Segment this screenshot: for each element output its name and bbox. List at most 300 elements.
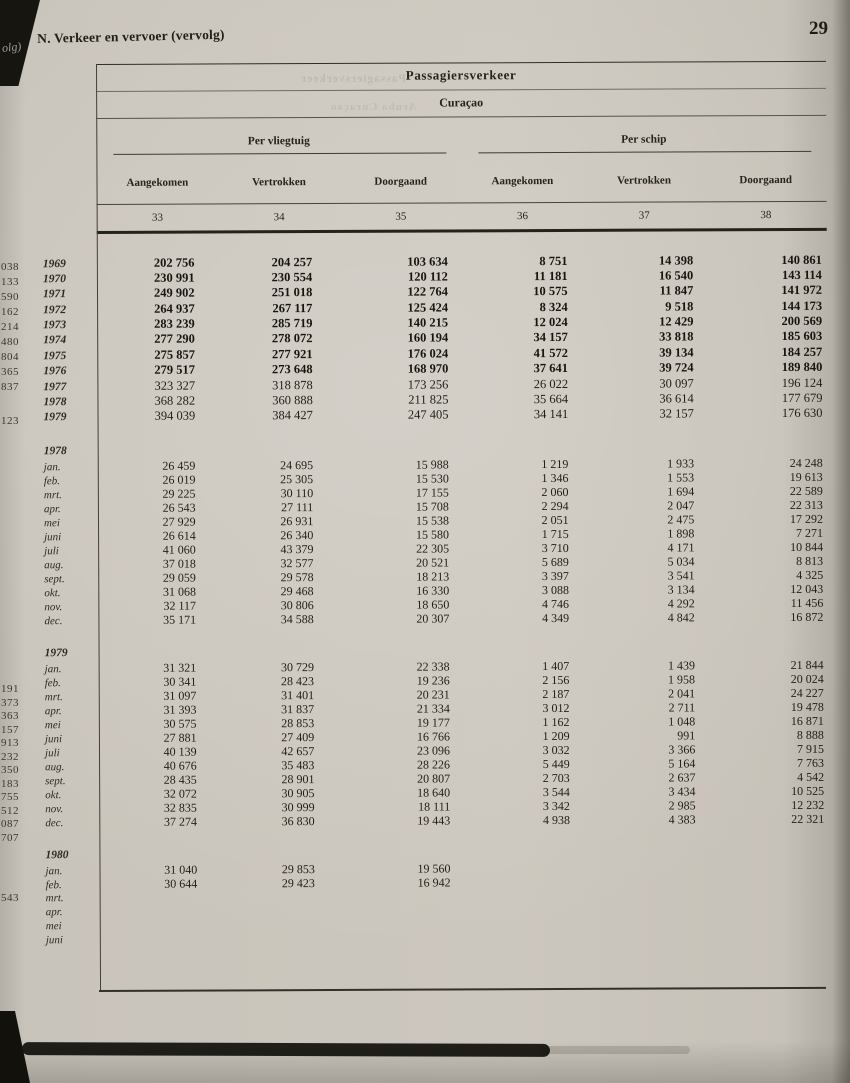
row-label: 1976 (43, 365, 67, 378)
value-cell (221, 914, 343, 915)
value-cell: 264 937 (154, 301, 195, 316)
value-cell: 8 324 (539, 299, 568, 314)
value-cell: 16 942 (417, 875, 451, 890)
column-number-row (97, 202, 827, 231)
value-cell: 5 449 (542, 756, 570, 771)
value-cell: 30 110 (280, 485, 314, 500)
value-cell (586, 926, 708, 927)
value-cell: 11 181 (533, 268, 568, 283)
row-label: jan. (45, 864, 63, 878)
row-label: sept. (44, 572, 65, 586)
row-label: 1972 (43, 303, 67, 316)
value-cell: 2 703 (542, 770, 570, 785)
value-cell: 173 256 (407, 377, 449, 392)
value-cell: 1 898 (667, 526, 695, 541)
column-group-schip (461, 132, 826, 154)
value-cell: 10 844 (790, 539, 824, 554)
row-label: aug. (44, 558, 64, 572)
value-cell: 1 958 (667, 672, 696, 687)
value-cell: 103 634 (407, 253, 448, 269)
value-cell: 26 340 (280, 527, 314, 542)
page-section-title: N. Verkeer en vervoer (vervolg) (37, 26, 225, 46)
value-cell: 176 024 (407, 346, 449, 361)
value-cell: 20 807 (417, 771, 451, 786)
section-year-label: 1980 (45, 848, 69, 862)
value-cell: 19 560 (417, 861, 451, 876)
value-cell: 11 847 (659, 283, 694, 298)
value-cell: 4 842 (667, 610, 695, 625)
row-label: 1974 (43, 334, 67, 347)
value-cell: 5 034 (667, 554, 695, 569)
value-cell (465, 886, 587, 887)
value-cell (708, 940, 830, 941)
value-cell: 34 588 (280, 611, 314, 626)
value-cell: 12 043 (790, 581, 824, 596)
column-header: Aangekomen (126, 176, 189, 189)
margin-fragment: 123 (1, 415, 19, 427)
value-cell: 202 756 (153, 255, 195, 270)
value-cell (465, 941, 587, 942)
value-cell: 2 047 (667, 498, 695, 513)
value-cell: 26 019 (162, 472, 196, 487)
value-cell: 1 219 (541, 456, 569, 471)
value-cell: 19 236 (416, 673, 450, 688)
value-cell: 1 048 (668, 714, 696, 729)
value-cell: 323 327 (154, 378, 196, 393)
margin-fragment: 191 (1, 683, 19, 695)
value-cell: 12 429 (659, 314, 694, 329)
value-cell: 4 542 (797, 769, 825, 784)
margin-fragment: 543 (1, 892, 19, 904)
value-cell: 160 194 (407, 330, 449, 346)
value-cell: 35 171 (163, 612, 197, 627)
table-body (37, 230, 830, 963)
value-cell (221, 942, 343, 943)
value-cell: 185 603 (781, 329, 823, 344)
value-cell: 277 921 (271, 346, 313, 362)
value-cell: 22 321 (791, 811, 825, 826)
value-cell: 16 540 (658, 268, 694, 283)
value-cell: 30 644 (164, 876, 198, 891)
row-label: mei (43, 516, 60, 530)
row-label: feb. (45, 878, 62, 892)
column-header: Vertrokken (252, 176, 306, 189)
value-cell: 140 861 (781, 252, 822, 267)
value-cell: 1 933 (667, 456, 695, 471)
value-cell: 4 171 (667, 540, 695, 555)
value-cell: 29 468 (280, 583, 314, 598)
row-label: mrt. (43, 488, 62, 502)
statistics-table (36, 61, 830, 996)
value-cell: 184 257 (781, 344, 823, 359)
value-cell: 30 575 (163, 716, 197, 731)
value-cell: 249 902 (154, 285, 195, 301)
value-cell: 10 525 (791, 783, 825, 798)
value-cell: 2 475 (667, 512, 695, 527)
value-cell: 26 614 (162, 528, 196, 543)
value-cell: 42 657 (281, 743, 315, 758)
value-cell: 1 346 (541, 470, 569, 485)
value-cell: 29 059 (162, 570, 196, 585)
value-cell: 26 459 (162, 458, 196, 473)
value-cell: 32 577 (280, 555, 314, 570)
value-cell: 15 708 (415, 499, 449, 514)
value-cell: 5 164 (668, 756, 696, 771)
value-cell (465, 899, 587, 900)
value-cell: 26 931 (280, 513, 314, 528)
value-cell: 30 806 (280, 597, 314, 612)
row-label: mei (45, 919, 62, 933)
value-cell: 18 650 (416, 597, 450, 612)
row-label: dec. (44, 614, 63, 628)
value-cell: 31 401 (281, 687, 315, 702)
value-cell: 3 032 (542, 742, 570, 757)
value-cell: 31 068 (162, 584, 196, 599)
value-cell: 991 (677, 728, 696, 743)
value-cell: 168 970 (407, 361, 449, 376)
column-number: 38 (760, 209, 772, 222)
value-cell: 31 097 (163, 688, 197, 703)
row-label: juni (44, 530, 62, 544)
value-cell: 230 554 (271, 269, 313, 285)
value-cell: 17 292 (789, 511, 824, 526)
value-cell: 23 096 (416, 743, 451, 758)
value-cell: 1 209 (542, 728, 570, 743)
value-cell: 24 227 (790, 685, 824, 700)
value-cell (343, 913, 465, 914)
value-cell: 30 999 (281, 799, 315, 814)
value-cell: 7 763 (797, 755, 825, 770)
margin-fragment: 512 (1, 805, 19, 817)
row-label: nov. (45, 802, 64, 816)
value-cell: 3 544 (542, 784, 570, 799)
value-cell: 2 711 (668, 700, 696, 715)
margin-fragment: 837 (1, 381, 19, 393)
value-cell: 3 342 (542, 798, 570, 813)
value-cell: 27 111 (281, 499, 314, 514)
page-number: 29 (809, 18, 828, 39)
corner-text-fragment: olg) (1, 39, 22, 55)
value-cell (100, 900, 222, 901)
row-label: juli (44, 746, 60, 760)
margin-fragment: 365 (1, 366, 19, 378)
row-label: feb. (43, 474, 61, 488)
row-label: dec. (45, 816, 64, 830)
value-cell: 9 518 (665, 299, 694, 314)
value-cell (586, 940, 708, 941)
value-cell: 11 456 (790, 595, 824, 610)
value-cell: 12 232 (791, 797, 825, 812)
row-label: apr. (45, 905, 63, 919)
value-cell: 230 991 (153, 270, 195, 285)
margin-fragment: 087 (1, 818, 19, 830)
value-cell: 37 018 (162, 556, 196, 571)
value-cell: 28 423 (280, 673, 315, 688)
row-label: apr. (43, 502, 61, 516)
margin-fragment: 038 (1, 261, 19, 273)
row-label: mrt. (45, 891, 64, 905)
value-cell: 37 274 (163, 814, 197, 829)
value-cell: 4 938 (542, 812, 570, 827)
value-cell: 22 338 (416, 659, 450, 674)
value-cell: 29 225 (162, 486, 196, 501)
value-cell: 4 746 (541, 596, 570, 611)
value-cell: 19 613 (789, 469, 823, 484)
row-label: 1979 (43, 411, 67, 424)
value-cell: 1 162 (542, 714, 570, 729)
value-cell: 31 321 (163, 660, 197, 675)
value-cell: 176 630 (781, 406, 823, 421)
value-cell: 30 341 (163, 674, 197, 689)
value-cell: 29 578 (280, 569, 314, 584)
value-cell: 4 325 (796, 567, 824, 582)
value-cell (465, 913, 587, 914)
value-cell (343, 941, 465, 942)
value-cell: 27 409 (281, 729, 315, 744)
row-label: mrt. (44, 690, 63, 704)
value-cell: 16 872 (790, 609, 824, 624)
value-cell: 318 878 (272, 377, 313, 392)
scan-artifact-strip-faint (540, 1046, 690, 1054)
value-cell: 30 905 (281, 785, 315, 800)
value-cell: 34 157 (533, 330, 568, 345)
value-cell: 1 439 (667, 658, 695, 673)
section-year-label: 1979 (44, 646, 68, 660)
value-cell (100, 928, 222, 929)
margin-fragment: 707 (1, 832, 19, 844)
row-label: mei (44, 718, 61, 732)
value-cell (586, 871, 708, 872)
margin-fragment: 480 (1, 336, 19, 348)
value-cell: 22 589 (789, 483, 823, 498)
value-cell: 7 915 (796, 741, 825, 756)
table-header (96, 61, 827, 234)
column-header-row (96, 152, 826, 205)
value-cell: 189 840 (781, 360, 823, 375)
column-number: 35 (395, 210, 407, 223)
row-label: 1970 (42, 273, 66, 286)
value-cell: 3 710 (541, 540, 569, 555)
value-cell: 251 018 (271, 285, 313, 300)
column-header: Aangekomen (491, 175, 554, 188)
scan-edge-right (832, 0, 850, 1083)
value-cell (708, 926, 830, 927)
value-cell: 20 307 (416, 611, 450, 626)
value-cell: 12 024 (533, 315, 568, 330)
value-cell: 3 434 (668, 784, 696, 799)
value-cell: 24 695 (280, 457, 314, 472)
value-cell (221, 900, 343, 901)
column-header: Doorgaand (374, 175, 427, 188)
row-label: juli (44, 544, 59, 558)
group-label: Per schip (621, 133, 667, 146)
value-cell: 29 853 (281, 861, 315, 876)
value-cell (343, 927, 465, 928)
value-cell: 277 290 (154, 332, 195, 347)
value-cell: 30 097 (659, 376, 694, 391)
value-cell (586, 912, 708, 913)
margin-fragment: 133 (1, 276, 19, 288)
value-cell: 4 349 (542, 610, 570, 625)
value-cell: 18 640 (417, 785, 451, 800)
value-cell: 2 060 (541, 484, 569, 499)
value-cell: 278 072 (271, 331, 313, 346)
value-cell: 16 766 (416, 729, 450, 744)
value-cell: 1 694 (667, 484, 695, 499)
value-cell (343, 899, 465, 900)
column-number: 33 (151, 211, 164, 224)
value-cell: 20 024 (790, 671, 824, 686)
column-header: Doorgaand (739, 173, 793, 187)
margin-fragment: 214 (1, 321, 19, 333)
value-cell: 2 187 (542, 686, 570, 701)
column-number: 36 (516, 210, 529, 223)
row-label: okt. (45, 788, 62, 802)
value-cell: 14 398 (658, 252, 694, 268)
value-cell (100, 914, 222, 915)
value-cell: 40 676 (163, 758, 197, 773)
value-cell: 177 679 (781, 390, 823, 406)
margin-fragment: 232 (1, 751, 19, 763)
value-cell: 4 383 (668, 812, 696, 827)
row-label: 1969 (42, 257, 66, 270)
value-cell: 144 173 (781, 298, 823, 313)
value-cell (100, 942, 222, 943)
value-cell: 211 825 (408, 392, 449, 407)
column-number: 37 (638, 209, 650, 222)
row-label: 1975 (43, 349, 67, 363)
row-label: 1977 (43, 380, 67, 393)
row-label: 1978 (43, 396, 67, 409)
row-label: 1973 (43, 319, 67, 332)
value-cell: 8 888 (796, 727, 824, 742)
margin-fragment: 183 (1, 778, 19, 790)
value-cell: 1 553 (667, 470, 695, 485)
column-header: Vertrokken (617, 174, 671, 187)
value-cell: 122 764 (407, 284, 449, 299)
value-cell: 394 039 (154, 408, 196, 424)
value-cell: 39 134 (659, 345, 694, 360)
column-groups (96, 116, 826, 155)
value-cell: 7 271 (796, 525, 824, 540)
ghost-showthrough-text: Aruba Curaçao (330, 101, 417, 113)
value-cell: 19 478 (790, 699, 824, 714)
value-cell: 31 837 (281, 701, 315, 716)
value-cell: 384 427 (272, 408, 313, 423)
value-cell: 16 871 (790, 713, 824, 728)
row-label: juni (44, 732, 63, 746)
value-cell: 285 719 (271, 316, 313, 331)
group-label: Per vliegtuig (247, 135, 310, 148)
row-label: jan. (44, 662, 62, 676)
value-cell: 29 423 (281, 875, 315, 890)
value-cell: 273 648 (272, 362, 313, 377)
margin-fragment: 804 (1, 351, 19, 363)
value-cell (586, 898, 708, 899)
ghost-showthrough-text: Passagiersverkeer (300, 73, 406, 85)
value-cell (465, 872, 587, 873)
value-cell: 25 305 (280, 471, 314, 486)
value-cell: 3 541 (667, 568, 695, 583)
value-cell: 8 751 (539, 253, 568, 268)
row-label: sept. (45, 774, 66, 788)
value-cell: 2 041 (668, 686, 696, 701)
margin-fragment: 157 (1, 724, 19, 736)
value-cell: 28 226 (417, 757, 451, 772)
value-cell: 1 715 (541, 526, 569, 541)
value-cell: 22 305 (416, 541, 450, 556)
value-cell: 21 844 (790, 657, 824, 672)
value-cell: 20 521 (416, 555, 450, 570)
value-cell: 3 366 (668, 742, 696, 757)
value-cell: 3 134 (667, 582, 695, 597)
margin-fragment: 363 (1, 710, 19, 722)
value-cell (221, 928, 343, 929)
value-cell: 31 040 (164, 862, 198, 877)
value-cell: 120 112 (407, 269, 448, 284)
value-cell: 20 231 (416, 687, 450, 702)
value-cell: 196 124 (781, 375, 823, 390)
value-cell: 26 543 (162, 500, 196, 515)
value-cell: 39 724 (659, 360, 694, 375)
row-label: feb. (44, 676, 61, 690)
column-group-vliegtuig (96, 133, 461, 155)
value-cell: 41 572 (533, 345, 568, 360)
value-cell: 247 405 (407, 407, 449, 423)
margin-fragment: 373 (1, 697, 19, 709)
value-cell: 140 215 (407, 315, 449, 330)
value-cell: 27 929 (162, 514, 196, 529)
value-cell (708, 912, 830, 913)
margin-fragments (0, 0, 26, 1083)
value-cell: 8 813 (796, 553, 824, 568)
value-cell: 21 334 (416, 701, 450, 716)
value-cell: 35 483 (281, 757, 315, 772)
value-cell: 1 407 (542, 658, 570, 673)
value-cell: 15 580 (416, 527, 450, 542)
value-cell (465, 927, 587, 928)
value-cell: 5 689 (541, 554, 569, 569)
value-cell: 267 117 (272, 300, 313, 315)
value-cell: 3 088 (541, 582, 569, 597)
value-cell: 33 818 (659, 329, 694, 344)
value-cell: 36 614 (659, 391, 694, 406)
value-cell: 200 569 (781, 313, 823, 329)
margin-fragment: 755 (1, 791, 19, 803)
value-cell (708, 898, 830, 899)
value-cell: 18 213 (416, 569, 450, 584)
table-bottom-rule (99, 987, 826, 992)
row-label: nov. (44, 600, 63, 614)
value-cell: 31 393 (163, 702, 197, 717)
value-cell: 368 282 (154, 393, 196, 408)
value-cell: 141 972 (781, 283, 823, 298)
value-cell: 275 857 (154, 347, 195, 362)
column-number: 34 (273, 211, 285, 224)
value-cell: 19 177 (416, 715, 450, 730)
table-subtitle: Curaçao (96, 89, 826, 119)
value-cell: 32 072 (163, 786, 197, 801)
table-title: Passagiersverkeer (96, 62, 826, 92)
value-cell: 43 379 (280, 541, 314, 556)
scan-artifact-strip (22, 1042, 550, 1057)
value-cell: 204 257 (271, 254, 313, 269)
margin-fragment: 350 (1, 764, 19, 776)
value-cell (708, 885, 830, 886)
value-cell: 27 881 (163, 730, 197, 745)
value-cell: 125 424 (407, 300, 449, 315)
value-cell: 2 051 (541, 512, 569, 527)
